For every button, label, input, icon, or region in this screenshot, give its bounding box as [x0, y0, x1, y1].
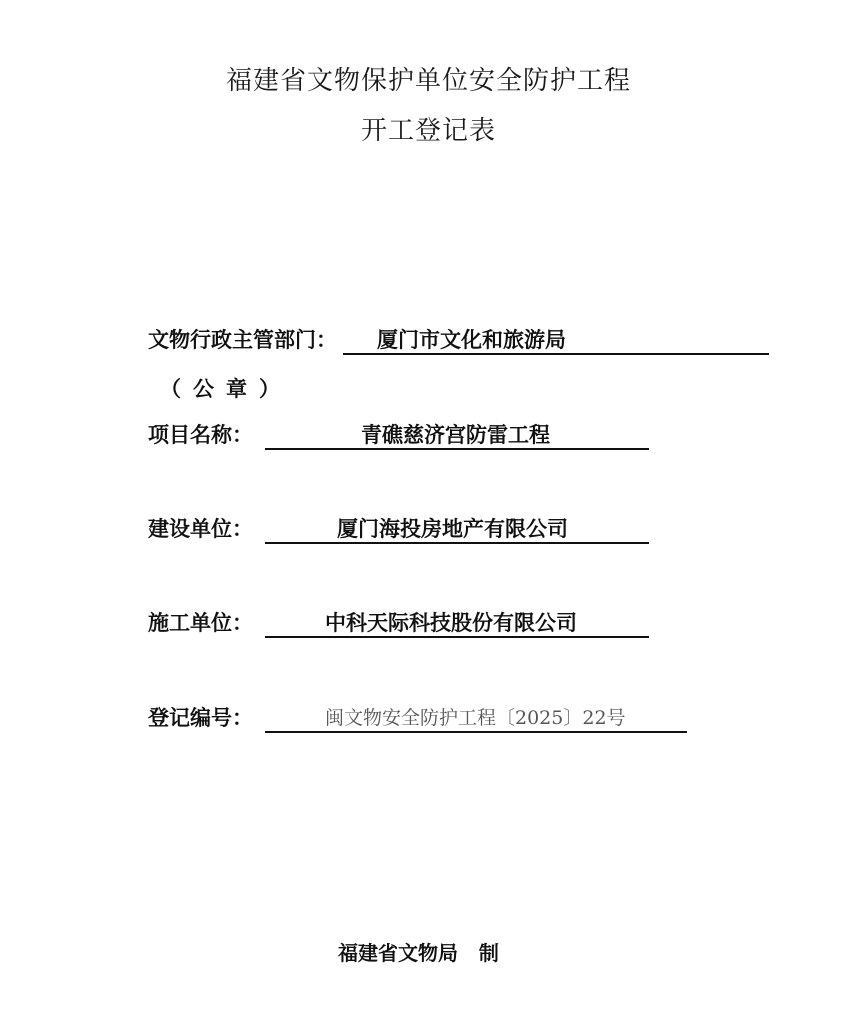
contractor-field-row [148, 608, 649, 638]
dept-value: 厦门市文化和旅游局 [377, 328, 566, 352]
project-value: 青礁慈济宫防雷工程 [361, 423, 550, 447]
dept-value-line [343, 325, 769, 355]
project-value-line [265, 420, 649, 450]
seal-placeholder: （公章） [160, 377, 292, 401]
contractor-value-line [265, 608, 649, 638]
contractor-label: 施工单位： [148, 611, 253, 635]
dept-label: 文物行政主管部门： [148, 328, 337, 352]
project-label: 项目名称： [148, 423, 253, 447]
regno-value-line [265, 703, 687, 733]
project-field-row [148, 420, 649, 450]
regno-label: 登记编号： [148, 706, 253, 730]
builder-value-line [265, 514, 649, 544]
contractor-value: 中科天际科技股份有限公司 [325, 611, 577, 635]
issuer-footer: 福建省文物局 制 [338, 941, 499, 965]
regno-value: 闽文物安全防护工程〔2025〕22号 [325, 707, 626, 729]
form-title-line2: 开工登记表 [360, 116, 496, 146]
regno-field-row [148, 703, 687, 733]
builder-value: 厦门海投房地产有限公司 [337, 517, 568, 541]
dept-field-row [148, 325, 769, 355]
builder-field-row [148, 514, 649, 544]
builder-label: 建设单位： [148, 517, 253, 541]
form-title-line1: 福建省文物保护单位安全防护工程 [225, 66, 631, 96]
